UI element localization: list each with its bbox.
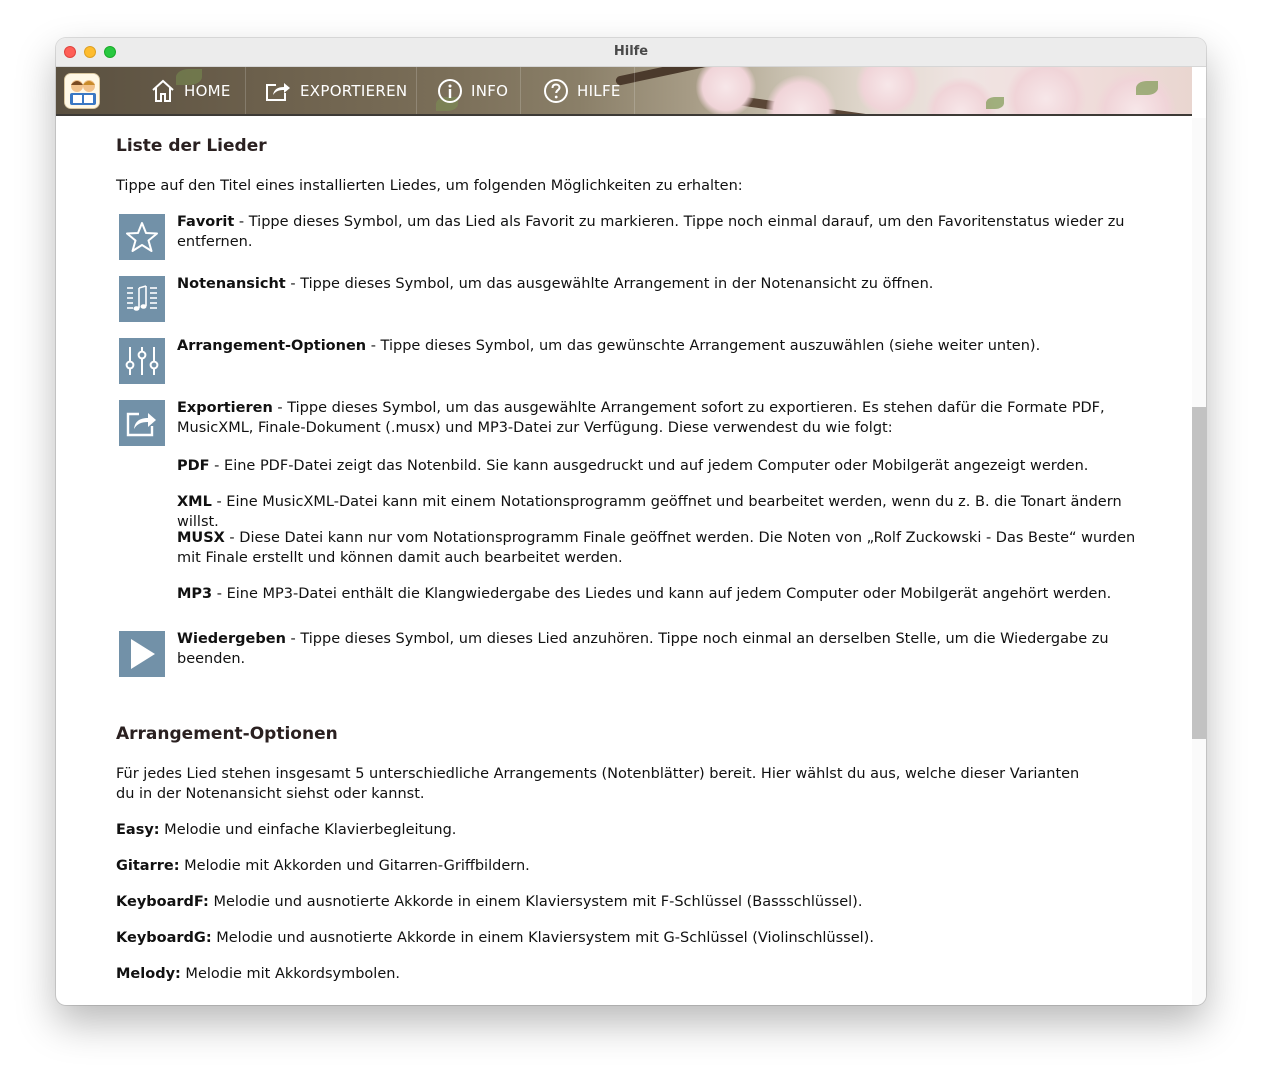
blossom-decoration: [696, 67, 756, 116]
format-description: - Eine MusicXML-Datei kann mit einem Notationsprogramm geöffnet und bearbeitet werden, wenn du z. B. die Tonart ändern willst.: [177, 494, 1122, 530]
arrangement-description: Melodie und einfache Klavierbegleitung.: [159, 822, 457, 838]
list-item-text: [177, 398, 1137, 438]
format-xml: [177, 492, 1137, 532]
format-term: MUSX: [177, 530, 225, 546]
list-item-text: [177, 336, 1137, 356]
nav-info[interactable]: [437, 67, 508, 114]
export-icon: [264, 79, 292, 103]
nav-separator: [416, 67, 417, 114]
sheet-music-icon-box: [119, 276, 165, 322]
format-mp3: [177, 584, 1137, 604]
nav-help-label: HILFE: [577, 81, 621, 100]
format-term: MP3: [177, 586, 213, 602]
app-logo-image: [65, 74, 100, 109]
songs-heading: Liste der Lieder: [116, 136, 267, 156]
arrangements-intro: Für jedes Lied stehen insgesamt 5 unterschiedliche Arrangements (Notenblätter) bereit. Hier wählst du aus, welche dieser Varianten du in der Notenansicht siehst oder kannst.: [116, 766, 1080, 802]
arrangement-term: Gitarre:: [116, 858, 180, 874]
format-description: - Eine MP3-Datei enthält die Klangwiedergabe des Liedes und kann auf jedem Computer oder Mobilgerät angehört werden.: [212, 586, 1112, 602]
nav-home-label: HOME: [184, 81, 231, 100]
arrangement-description: Melodie und ausnotierte Akkorde in einem Klaviersystem mit G-Schlüssel (Violinschlüssel).: [211, 930, 874, 946]
blossom-decoration: [926, 77, 996, 116]
app-logo[interactable]: [64, 73, 100, 109]
list-item-description: - Tippe dieses Symbol, um dieses Lied anzuhören. Tippe noch einmal an derselben Stelle, um die Wiedergabe zu beenden.: [177, 631, 1109, 667]
nav-info-label: INFO: [471, 81, 509, 100]
sliders-icon: [119, 338, 165, 384]
export-icon-box: [119, 400, 165, 446]
nav-export[interactable]: [264, 67, 407, 114]
format-pdf: [177, 456, 1137, 476]
sliders-icon-box: [119, 338, 165, 384]
star-icon: [119, 214, 165, 260]
help-content: [56, 118, 1192, 1005]
leaf-decoration: [986, 97, 1004, 109]
leaf-decoration: [1136, 81, 1158, 95]
arrangements-heading: Arrangement-Optionen: [116, 724, 338, 744]
arrangement-keyboardg: [116, 928, 874, 948]
list-item-text: [177, 212, 1137, 252]
export-icon: [119, 400, 165, 446]
help-icon: [543, 78, 569, 104]
list-item-term: Exportieren: [177, 400, 273, 416]
scrollbar-thumb[interactable]: [1192, 407, 1206, 739]
list-item-term: Wiedergeben: [177, 631, 286, 647]
nav-bar: [56, 67, 1192, 116]
sheet-music-icon: [119, 276, 165, 322]
arrangement-keyboardf: [116, 892, 862, 912]
arrangement-term: KeyboardG:: [116, 930, 212, 946]
arrangement-description: Melodie mit Akkordsymbolen.: [180, 966, 401, 982]
songs-intro: Tippe auf den Titel eines installierten Liedes, um folgenden Möglichkeiten zu erhalten:: [116, 178, 743, 194]
list-item-description: - Tippe dieses Symbol, um das Lied als Favorit zu markieren. Tippe noch einmal darauf, um den Favoritenstatus wieder zu entfernen.: [177, 214, 1125, 250]
favorite-icon-box: [119, 214, 165, 260]
window-title: Hilfe: [613, 44, 649, 59]
arrangement-melody: [116, 964, 400, 984]
list-item-description: - Tippe dieses Symbol, um das ausgewählte Arrangement sofort zu exportieren. Es stehen dafür die Formate PDF, MusicXML, Finale-Dokument (.musx) und MP3-Datei zur Verfügung. Diese verwendest du wie folgt:: [177, 400, 1105, 436]
format-term: PDF: [177, 458, 210, 474]
arrangement-term: Melody:: [116, 966, 181, 982]
arrangement-description: Melodie mit Akkorden und Gitarren-Griffbildern.: [179, 858, 530, 874]
blossom-decoration: [856, 67, 920, 116]
list-item-description: - Tippe dieses Symbol, um das gewünschte Arrangement auszuwählen (siehe weiter unten).: [366, 338, 1041, 354]
app-window: [56, 38, 1206, 1005]
format-musx: [177, 528, 1137, 568]
arrangement-description: Melodie und ausnotierte Akkorde in einem Klaviersystem mit F-Schlüssel (Bassschlüssel).: [208, 894, 863, 910]
list-item-text: [177, 629, 1137, 669]
blossom-decoration: [766, 75, 836, 116]
blossom-decoration: [1006, 67, 1086, 116]
format-term: XML: [177, 494, 212, 510]
play-icon-box: [119, 631, 165, 677]
play-icon: [119, 631, 165, 677]
arrangement-easy: [116, 820, 456, 840]
arrangement-gitarre: [116, 856, 530, 876]
list-item-term: Arrangement-Optionen: [177, 338, 367, 354]
nav-separator: [245, 67, 246, 114]
list-item-text: [177, 274, 1137, 294]
arrangement-term: KeyboardF:: [116, 894, 209, 910]
arrangement-term: Easy:: [116, 822, 160, 838]
nav-separator: [634, 67, 635, 114]
list-item-term: Favorit: [177, 214, 235, 230]
title-bar: [56, 38, 1206, 67]
nav-home[interactable]: [150, 67, 231, 114]
format-description: - Eine PDF-Datei zeigt das Notenbild. Sie kann ausgedruckt und auf jedem Computer oder Mobilgerät angezeigt werden.: [209, 458, 1089, 474]
info-icon: [437, 78, 463, 104]
home-icon: [150, 79, 176, 103]
nav-separator: [520, 67, 521, 114]
list-item-term: Notenansicht: [177, 276, 286, 292]
nav-help[interactable]: [543, 67, 621, 114]
nav-export-label: EXPORTIEREN: [300, 81, 408, 100]
list-item-description: - Tippe dieses Symbol, um das ausgewählte Arrangement in der Notenansicht zu öffnen.: [285, 276, 934, 292]
format-description: - Diese Datei kann nur vom Notationsprogramm Finale geöffnet werden. Die Noten von „Rolf Zuckowski - Das Beste“ wurden mit Finale erstellt und können damit auch bearbeitet werden.: [177, 530, 1136, 566]
